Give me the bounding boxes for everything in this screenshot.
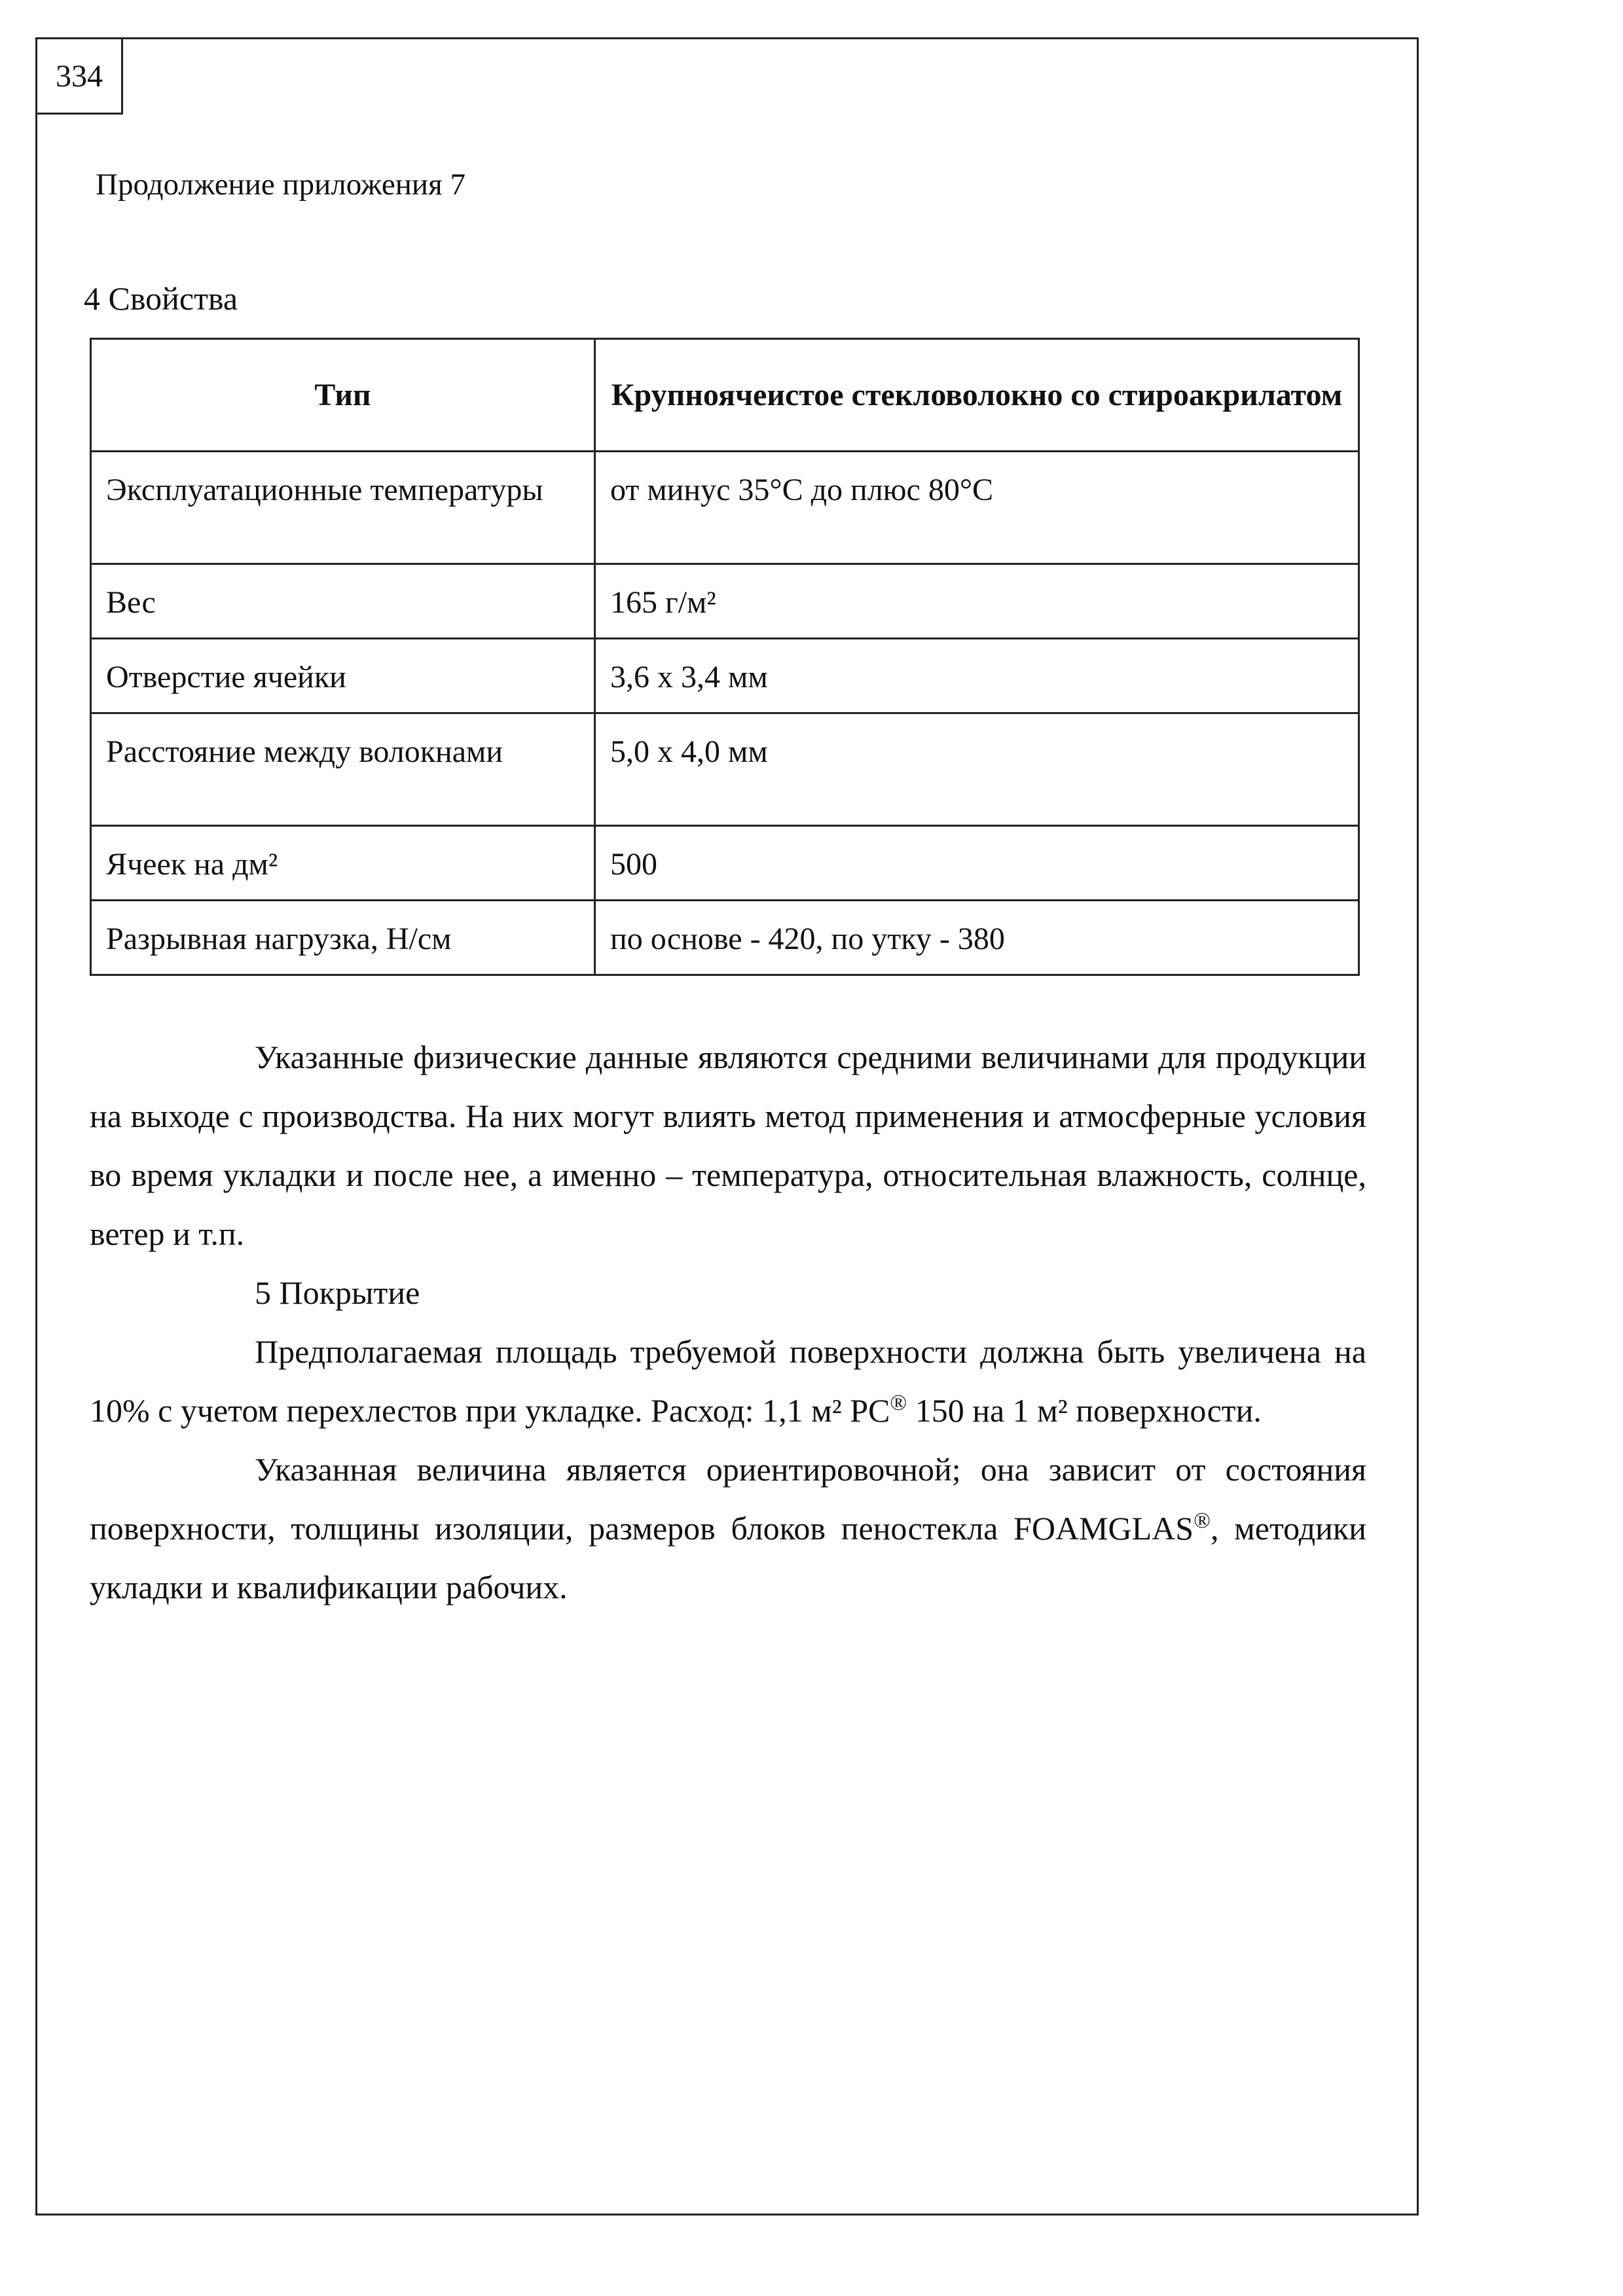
- row-value: 3,6 х 3,4 мм: [595, 639, 1359, 713]
- coverage-text-start: Предполагаемая площадь требуемой поверхности должна быть увеличена на 10% с учетом перехлестов при укладке. Расход: 1,1 м² PC: [90, 1333, 1366, 1429]
- paragraph-physical-data: Указанные физические данные являются средними величинами для продукции на выходе с производства. На них могут влиять метод применения и атмосферные условия во время укладки и после нее, а именно – температура, относительная влажность, солнце, ветер и т.п.: [90, 1039, 1366, 1252]
- registered-mark: ®: [1194, 1509, 1211, 1533]
- row-label: Эксплуатационные температуры: [91, 452, 595, 564]
- table-header-row: [91, 339, 1359, 452]
- table-row: [91, 826, 1359, 901]
- section-heading-coverage: 5 Покрытие: [255, 1274, 420, 1311]
- row-value: от минус 35°С до плюс 80°С: [595, 452, 1359, 564]
- row-label: Разрывная нагрузка, Н/см: [91, 901, 595, 975]
- estimate-text-end: , методики укладки и квалификации рабочих.: [90, 1510, 1366, 1605]
- row-value: 500: [595, 826, 1359, 901]
- registered-mark: ®: [890, 1391, 907, 1415]
- row-label: Ячеек на дм²: [91, 826, 595, 901]
- paragraph-coverage-area: [90, 1322, 1366, 1440]
- header-material: Крупноячеистое стекловолокно со стироакрилатом: [595, 339, 1359, 452]
- header-type: Тип: [91, 339, 595, 452]
- table-row: [91, 452, 1359, 564]
- page-number: 334: [35, 37, 123, 115]
- appendix-note: Продолжение приложения 7: [96, 168, 465, 202]
- section-heading: 4 Свойства: [84, 280, 238, 317]
- paragraph-estimate: [90, 1440, 1366, 1617]
- row-label: Отверстие ячейки: [91, 639, 595, 713]
- table-row: [91, 901, 1359, 975]
- estimate-text-start: Указанная величина является ориентировочной; она зависит от состояния поверхности, толщины изоляции, размеров блоков пеностекла FOAMGLAS: [90, 1451, 1366, 1547]
- properties-table: [90, 338, 1360, 976]
- coverage-text-end: 150 на 1 м² поверхности.: [907, 1392, 1262, 1429]
- table-row: [91, 713, 1359, 826]
- row-value: 5,0 х 4,0 мм: [595, 713, 1359, 826]
- row-value: 165 г/м²: [595, 564, 1359, 639]
- row-value: по основе - 420, по утку - 380: [595, 901, 1359, 975]
- table-row: [91, 639, 1359, 713]
- row-label: Вес: [91, 564, 595, 639]
- row-label: Расстояние между волокнами: [91, 713, 595, 826]
- table-row: [91, 564, 1359, 639]
